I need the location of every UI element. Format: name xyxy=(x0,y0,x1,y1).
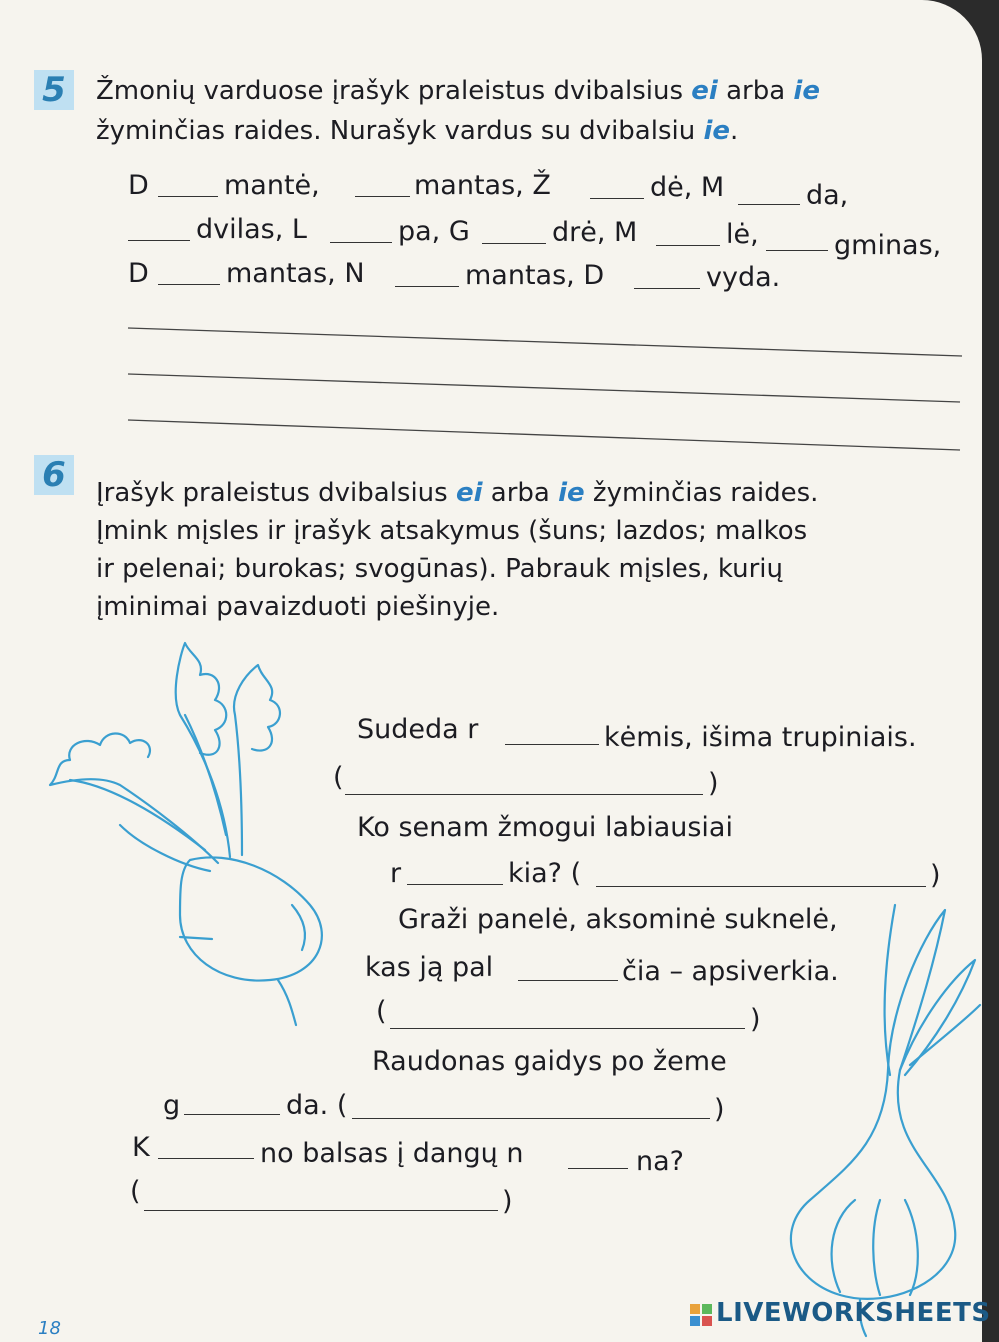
riddle4-blank[interactable] xyxy=(184,1114,280,1115)
riddle1-text-a: Sudeda r xyxy=(357,714,479,745)
ex5-l1-t2: mantas, Ž xyxy=(414,170,551,201)
riddle3-text-b: kas ją pal xyxy=(365,952,494,983)
riddle5-answer-blank[interactable] xyxy=(144,1210,498,1211)
ex5-l3-t0: D xyxy=(128,258,149,289)
exercise-5-writing-lines[interactable] xyxy=(0,0,982,460)
riddle3-blank[interactable] xyxy=(518,980,618,981)
riddle2-text-b: r xyxy=(390,858,402,889)
riddle1-text-b: kėmis, išima trupiniais. xyxy=(604,722,917,753)
ex5-l1-t0: D xyxy=(128,170,149,201)
riddle4-close-paren: ) xyxy=(714,1094,725,1125)
riddle3-text-a: Graži panelė, aksominė suknelė, xyxy=(398,904,838,935)
riddle5-blank2[interactable] xyxy=(568,1168,628,1169)
riddle2-text-a: Ko senam žmogui labiausiai xyxy=(357,812,733,843)
riddle4-answer-blank[interactable] xyxy=(352,1118,710,1119)
exercise-5-instruction-line2: žyminčias raides. Nurašyk vardus su dvibalsiu ie. xyxy=(96,116,739,146)
riddle5-blank1[interactable] xyxy=(158,1158,254,1159)
riddle5-text-a: K xyxy=(132,1132,150,1163)
riddle5-close-paren: ) xyxy=(502,1186,513,1217)
ex5-l2-t4: gminas, xyxy=(834,230,942,261)
riddle2-close-paren: ) xyxy=(930,860,941,891)
ex5-l1-t4: da, xyxy=(806,180,849,211)
liveworksheets-brand: LIVEWORKSHEETS xyxy=(716,1298,991,1328)
riddle1-blank[interactable] xyxy=(505,744,599,745)
riddle5-text-c: na? xyxy=(636,1146,684,1177)
riddle3-answer-blank[interactable] xyxy=(390,1028,745,1029)
riddle3-close-paren: ) xyxy=(750,1004,761,1035)
riddle1-answer-blank[interactable] xyxy=(345,794,703,795)
ex5-l1-t1: mantė, xyxy=(224,170,320,201)
liveworksheets-logo-icon xyxy=(690,1304,712,1326)
exercise-5-number: 5 xyxy=(42,70,66,110)
ex5-l2-t0: dvilas, L xyxy=(196,214,307,245)
riddle3-open-paren: ( xyxy=(376,996,387,1027)
ex5-l1-t3: dė, M xyxy=(650,172,725,203)
ex5-l3-t3: vyda. xyxy=(706,262,781,293)
riddle4-text-c: da. ( xyxy=(286,1090,348,1121)
riddle5-text-b: no balsas į dangų n xyxy=(260,1138,524,1169)
riddle2-answer-blank[interactable] xyxy=(596,886,926,887)
beet-illustration xyxy=(30,635,370,1035)
ex5-l2-t1: pa, G xyxy=(398,216,470,247)
exercise-6-instruction-line3: ir pelenai; burokas; svogūnas). Pabrauk mįsles, kurių xyxy=(96,554,784,584)
ex5-l2-t3: lė, xyxy=(726,219,759,250)
ex5-l3-t1: mantas, N xyxy=(226,258,365,289)
riddle4-text-a: Raudonas gaidys po žeme xyxy=(372,1046,727,1077)
riddle2-text-c: kia? ( xyxy=(508,858,582,889)
riddle3-text-c: čia – apsiverkia. xyxy=(622,956,839,987)
exercise-6-instruction-line4: įminimai pavaizduoti piešinyje. xyxy=(96,592,500,622)
ex5-l2-t2: drė, M xyxy=(552,217,638,248)
riddle1-open-paren: ( xyxy=(333,762,344,793)
exercise-6-instruction-line1: Įrašyk praleistus dvibalsius ei arba ie žyminčias raides. xyxy=(96,478,819,508)
riddle1-close-paren: ) xyxy=(708,768,719,799)
exercise-6-badge xyxy=(34,455,74,495)
exercise-6-instruction-line2: Įmink mįsles ir įrašyk atsakymus (šuns; lazdos; malkos xyxy=(96,516,808,546)
exercise-6-number: 6 xyxy=(42,455,66,495)
ex5-l3-t2: mantas, D xyxy=(465,260,605,291)
exercise-5-instruction-line1: Žmonių varduose įrašyk praleistus dvibalsius ei arba ie xyxy=(96,76,820,106)
riddle2-blank[interactable] xyxy=(407,884,503,885)
riddle4-text-b: g xyxy=(163,1090,181,1121)
riddle5-open-paren: ( xyxy=(130,1176,141,1207)
page-number: 18 xyxy=(38,1318,61,1339)
